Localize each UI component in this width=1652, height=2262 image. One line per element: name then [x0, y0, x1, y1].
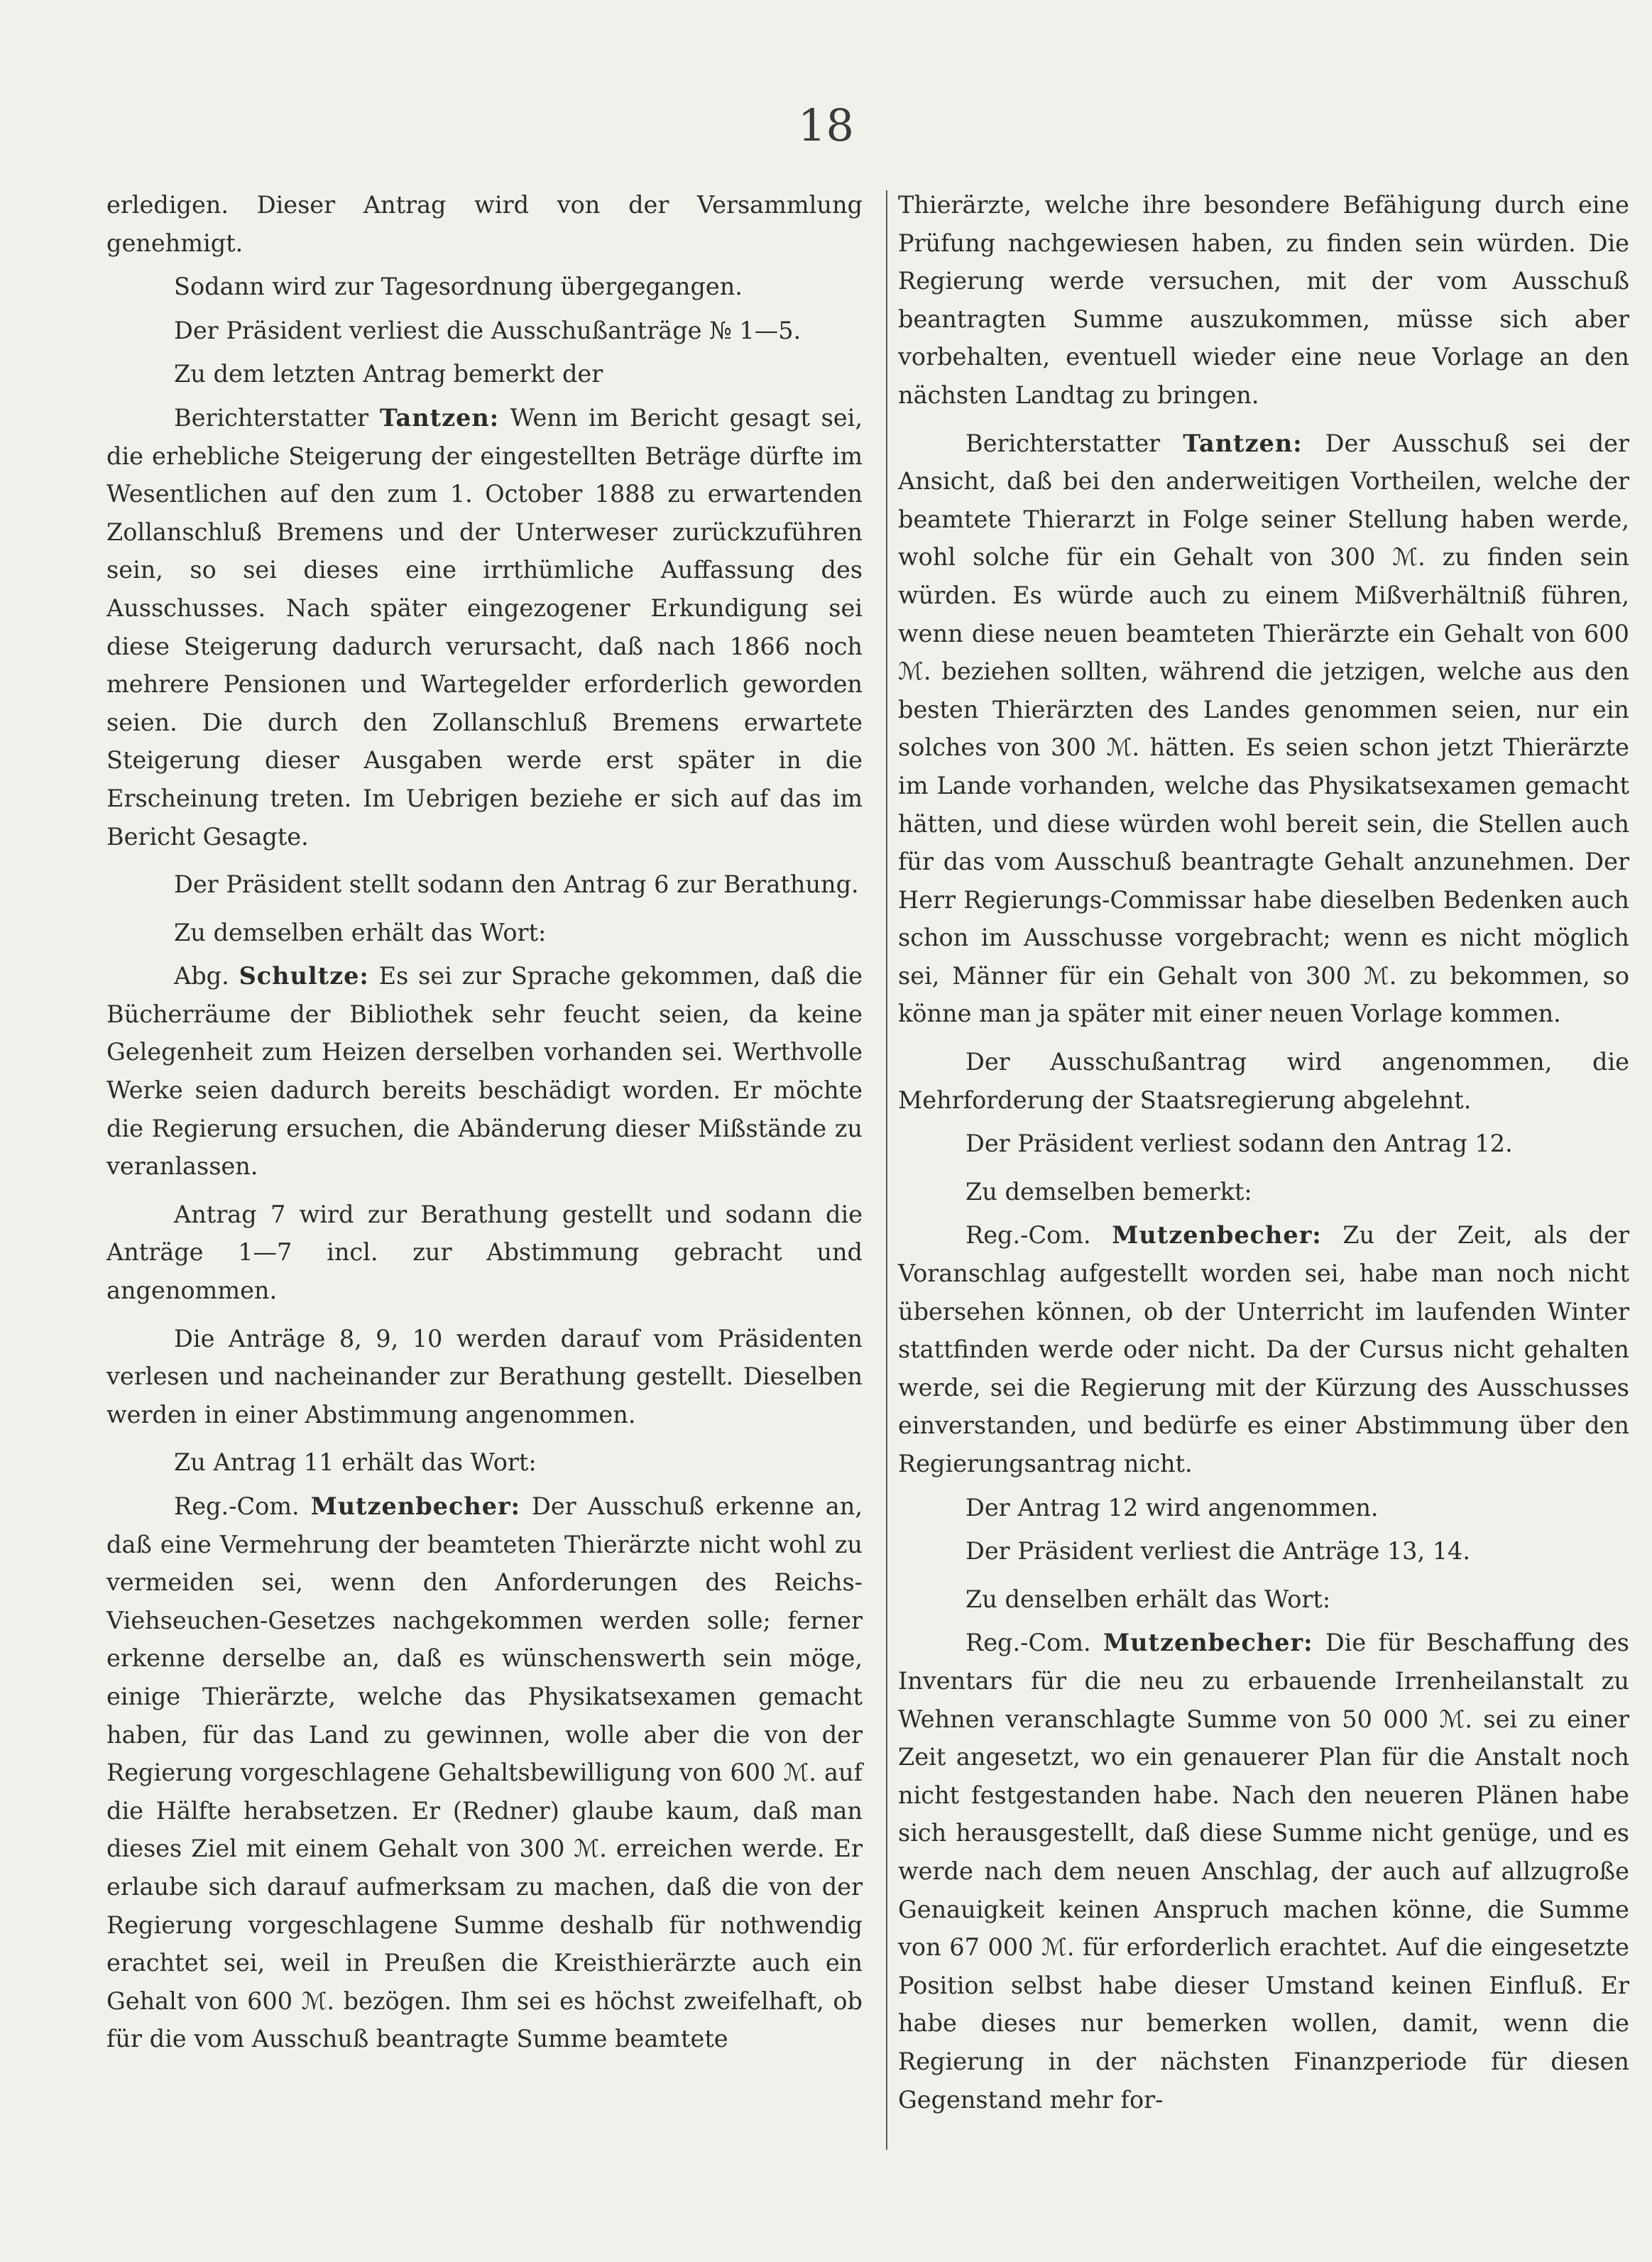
paragraph: Zu demselben bemerkt: [966, 1177, 1252, 1206]
left-column [106, 186, 863, 2064]
paragraph: Der Präsident verliest die Anträge 13, 14. [966, 1537, 1471, 1566]
right-column [898, 186, 1629, 2124]
speech-text: Die für Beschaffung des Inventars für die neu zu erbauende Irrenheilanstalt zu Wehnen veranschlagte Summe von 50 000 ℳ. sei zu einer Zeit angesetzt, wo ein genauerer Plan für die Anstalt noch nicht festgestanden habe. Nach den neueren Plänen habe sich herausgestellt, daß diese Summe nicht genüge, und es werde nach dem neuen Anschlag, der auch auf allzugroße Genauigkeit keinen Anspruch machen könne, die Summe von 67 000 ℳ. für erforderlich erachtet. Auf die eingesetzte Position selbst habe dieser Umstand keinen Einfluß. Er habe dieses nur bemerken wollen, damit, wenn die Regierung in der nächsten Finanzperiode für diesen Gegenstand mehr for- [898, 1629, 1629, 2114]
speech-text: Zu der Zeit, als der Voranschlag aufgestellt worden sei, habe man noch nicht übersehen können, ob der Unterricht im laufenden Winter stattfinden werde oder nicht. Da der Cursus nicht gehalten werde, sei die Regierung mit der Kürzung des Ausschusses einverstanden, und bedürfe es einer Abstimmung über den Regierungsantrag nicht. [898, 1221, 1629, 1477]
speaker-name: Tantzen: [379, 403, 500, 432]
paragraph: Der Ausschußantrag wird angenommen, die Mehrforderung der Staatsregierung abgelehnt. [898, 1048, 1629, 1114]
speech-paragraph [898, 425, 1629, 1034]
speaker-name: Mutzenbecher: [1112, 1221, 1322, 1250]
speaker-name: Schultze: [239, 962, 369, 990]
paragraph: Sodann wird zur Tagesordnung übergegangen. [174, 273, 743, 301]
speech-paragraph [106, 957, 863, 1186]
paragraph: Antrag 7 wird zur Berathung gestellt und sodann die Anträge 1—7 incl. zur Abstimmung gebracht und angenommen. [106, 1200, 863, 1305]
page-number: 18 [798, 99, 854, 151]
speech-text: Der Ausschuß sei der Ansicht, daß bei den anderweitigen Vortheilen, welche der beamtete Thierarzt in Folge seiner Stellung haben werde, wohl solche für ein Gehalt von 300 ℳ. zu finden sein würden. Es würde auch zu einem Mißverhältniß führen, wenn diese neuen beamteten Thierärzte ein Gehalt von 600 ℳ. beziehen sollten, während die jetzigen, welche aus den besten Thierärzten des Landes genommen seien, nur ein solches von 300 ℳ. hätten. Es seien schon jetzt Thierärzte im Lande vorhanden, welche das Physikatsexamen gemacht hätten, und diese würden wohl bereit sein, die Stellen auch für das vom Ausschuß beantragte Gehalt anzunehmen. Der Herr Regierungs-Commissar habe dieselben Bedenken auch schon im Ausschusse vorgebracht; wenn es nicht möglich sei, Männer für ein Gehalt von 300 ℳ. zu bekommen, so könne man ja später mit einer neuen Vorlage kommen. [898, 429, 1629, 1028]
paragraph: Der Präsident verliest sodann den Antrag 12. [966, 1130, 1513, 1158]
paragraph: Thierärzte, welche ihre besondere Befähigung durch eine Prüfung nachgewiesen haben, zu finden sein würden. Die Regierung werde versuchen, mit der vom Ausschuß beantragten Summe auszukommen, müsse sich aber vorbehalten, eventuell wieder eine neue Vorlage an den nächsten Landtag zu bringen. [898, 191, 1629, 409]
column-divider [886, 190, 887, 2150]
speech-paragraph [106, 399, 863, 856]
speech-paragraph [106, 1487, 863, 2058]
speech-paragraph [898, 1216, 1629, 1482]
speaker-title: Reg.-Com. [174, 1492, 300, 1520]
speech-paragraph [898, 1624, 1629, 2119]
paragraph: Der Antrag 12 wird angenommen. [966, 1493, 1379, 1521]
speech-text: Es sei zur Sprache gekommen, daß die Bücherräume der Bibliothek sehr feucht seien, da keine Gelegenheit zum Heizen derselben vorhanden sei. Werthvolle Werke seien dadurch bereits beschädigt worden. Er möchte die Regierung ersuchen, die Abänderung dieser Mißstände zu veranlassen. [106, 962, 863, 1181]
paragraph: Der Präsident verliest die Ausschußanträge № 1—5. [174, 316, 802, 344]
speaker-title: Reg.-Com. [966, 1221, 1091, 1250]
speech-text: Der Ausschuß erkenne an, daß eine Vermehrung der beamteten Thierärzte nicht wohl zu vermeiden sei, wenn den Anforderungen des Reichs-Viehseuchen-Gesetzes nachgekommen werden solle; ferner erkenne derselbe an, daß es wünschenswerth sein möge, einige Thierärzte, welche das Physikatsexamen gemacht haben, für das Land zu gewinnen, wolle aber die von der Regierung vorgeschlagene Gehaltsbewilligung von 600 ℳ. auf die Hälfte herabsetzen. Er (Redner) glaube kaum, daß man dieses Ziel mit einem Gehalt von 300 ℳ. erreichen werde. Er erlaube sich darauf aufmerksam zu machen, daß die von der Regierung vorgeschlagene Summe deshalb für nothwendig erachtet sei, weil in Preußen die Kreisthierärzte auch ein Gehalt von 600 ℳ. bezögen. Ihm sei es höchst zweifelhaft, ob für die vom Ausschuß beantragte Summe beamtete [106, 1492, 863, 2053]
speaker-name: Tantzen: [1183, 429, 1303, 457]
paragraph: erledigen. Dieser Antrag wird von der Versammlung genehmigt. [106, 191, 863, 257]
speech-text: Wenn im Bericht gesagt sei, die erhebliche Steigerung der eingestellten Beträge dürfte im Wesentlichen auf den zum 1. October 1888 zu erwartenden Zollanschluß Bremens und der Unterweser zurückzuführen sein, so sei dieses eine irrthümliche Auffassung des Ausschusses. Nach später eingezogener Erkundigung sei diese Steigerung dadurch verursacht, daß nach 1866 noch mehrere Pensionen und Wartegelder erforderlich geworden seien. Die durch den Zollanschluß Bremens erwartete Steigerung dieser Ausgaben werde erst später in die Erscheinung treten. Im Uebrigen beziehe er sich auf das im Bericht Gesagte. [106, 403, 863, 851]
paragraph: Der Präsident stellt sodann den Antrag 6 zur Berathung. [174, 870, 859, 899]
speaker-title: Reg.-Com. [966, 1629, 1091, 1657]
paragraph: Zu dem letzten Antrag bemerkt der [174, 360, 603, 388]
paragraph: Zu demselben erhält das Wort: [174, 918, 547, 946]
paragraph: Zu Antrag 11 erhält das Wort: [174, 1448, 537, 1477]
paragraph: Zu denselben erhält das Wort: [966, 1585, 1331, 1613]
speaker-title: Berichterstatter [966, 429, 1161, 457]
paragraph: Die Anträge 8, 9, 10 werden darauf vom Präsidenten verlesen und nacheinander zur Berathung gestellt. Dieselben werden in einer Abstimmung angenommen. [106, 1324, 863, 1428]
speaker-name: Mutzenbecher: [1103, 1629, 1313, 1657]
speaker-title: Berichterstatter [174, 403, 369, 432]
speaker-title: Abg. [174, 962, 229, 990]
speaker-name: Mutzenbecher: [310, 1492, 521, 1520]
